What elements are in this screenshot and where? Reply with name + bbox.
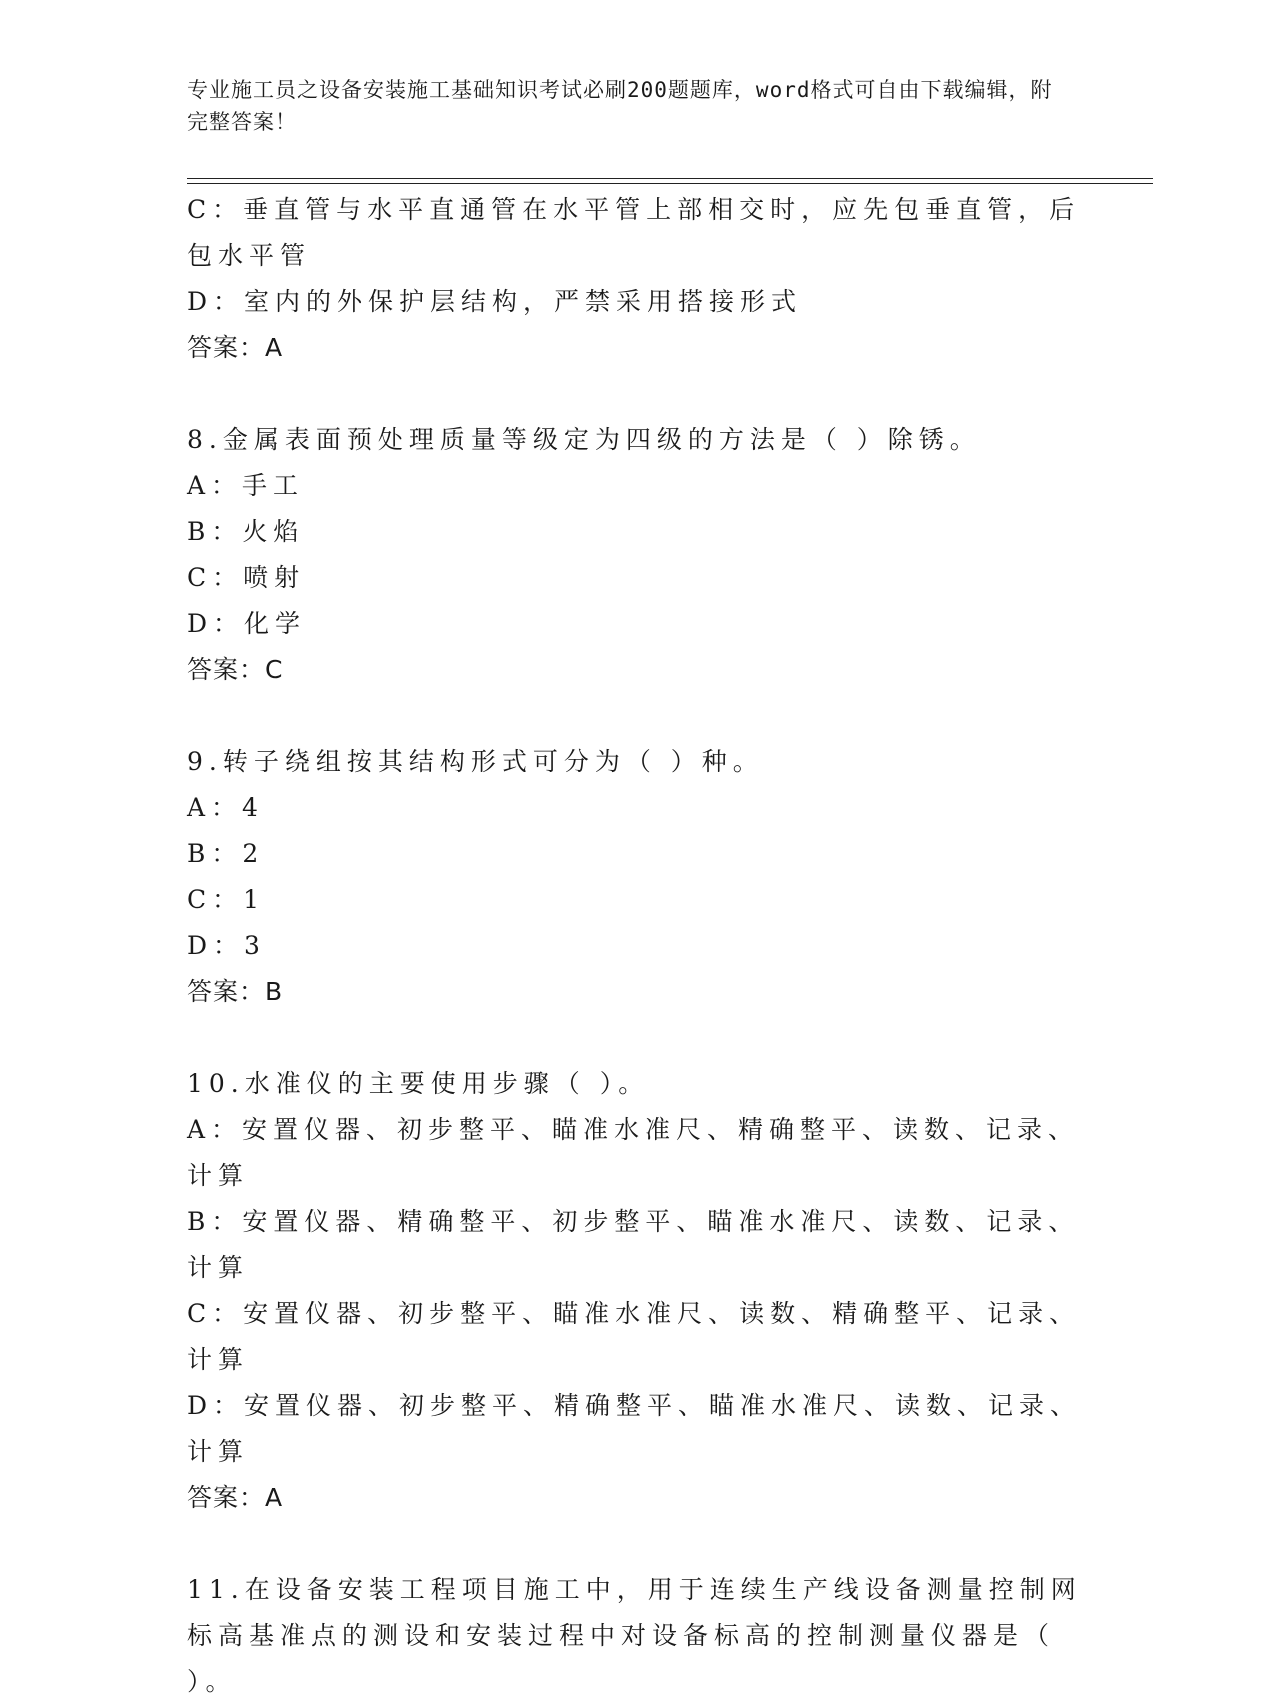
- option-c: C：喷射: [187, 563, 306, 592]
- option-d: D：室内的外保护层结构，严禁采用搭接形式: [187, 287, 803, 316]
- spacer: [187, 1015, 1087, 1061]
- document-header: 专业施工员之设备安装施工基础知识考试必刷200题题库，word格式可自由下载编辑，附完整答案！: [187, 78, 1053, 134]
- spacer: [187, 371, 1087, 417]
- question-block-prev: [187, 187, 1087, 371]
- option-d: D：安置仪器、初步整平、精确整平、瞄准水准尺、读数、记录、计算: [187, 1391, 1082, 1466]
- question-9: [187, 739, 1087, 1015]
- question-stem: 9.转子绕组按其结构形式可分为（ ）种。: [187, 747, 764, 776]
- option-c: C：安置仪器、初步整平、瞄准水准尺、读数、精确整平、记录、计算: [187, 1299, 1081, 1374]
- option-a: A：安置仪器、初步整平、瞄准水准尺、精确整平、读数、记录、计算: [187, 1115, 1080, 1190]
- question-11: [187, 1567, 1087, 1705]
- answer-line: 答案：A: [187, 333, 284, 362]
- answer-line: 答案：B: [187, 977, 284, 1006]
- option-b: B：火焰: [187, 517, 305, 546]
- spacer: [187, 693, 1087, 739]
- option-b: B：安置仪器、精确整平、初步整平、瞄准水准尺、读数、记录、计算: [187, 1207, 1080, 1282]
- question-stem: 8.金属表面预处理质量等级定为四级的方法是（ ）除锈。: [187, 425, 981, 454]
- answer-line: 答案：C: [187, 655, 284, 684]
- option-c: C：1: [187, 885, 266, 914]
- answer-line: 答案：A: [187, 1483, 284, 1512]
- option-c: C：垂直管与水平直通管在水平管上部相交时，应先包垂直管，后包水平管: [187, 195, 1081, 270]
- option-b: B：2: [187, 839, 265, 868]
- question-10: [187, 1061, 1087, 1521]
- spacer: [187, 1521, 1087, 1567]
- option-a: A：手工: [187, 471, 305, 500]
- option-d: D：3: [187, 931, 266, 960]
- question-8: [187, 417, 1087, 693]
- option-d: D：化学: [187, 609, 307, 638]
- question-list: [187, 187, 1087, 1705]
- header-divider-top: [187, 178, 1153, 179]
- question-stem: 10.水准仪的主要使用步骤（ ）。: [187, 1069, 650, 1098]
- question-stem: 11.在设备安装工程项目施工中，用于连续生产线设备测量控制网标高基准点的测设和安装过程中对设备标高的控制测量仪器是（ ）。: [187, 1575, 1082, 1696]
- header-divider-bottom: [187, 183, 1153, 184]
- option-a: A：4: [187, 793, 264, 822]
